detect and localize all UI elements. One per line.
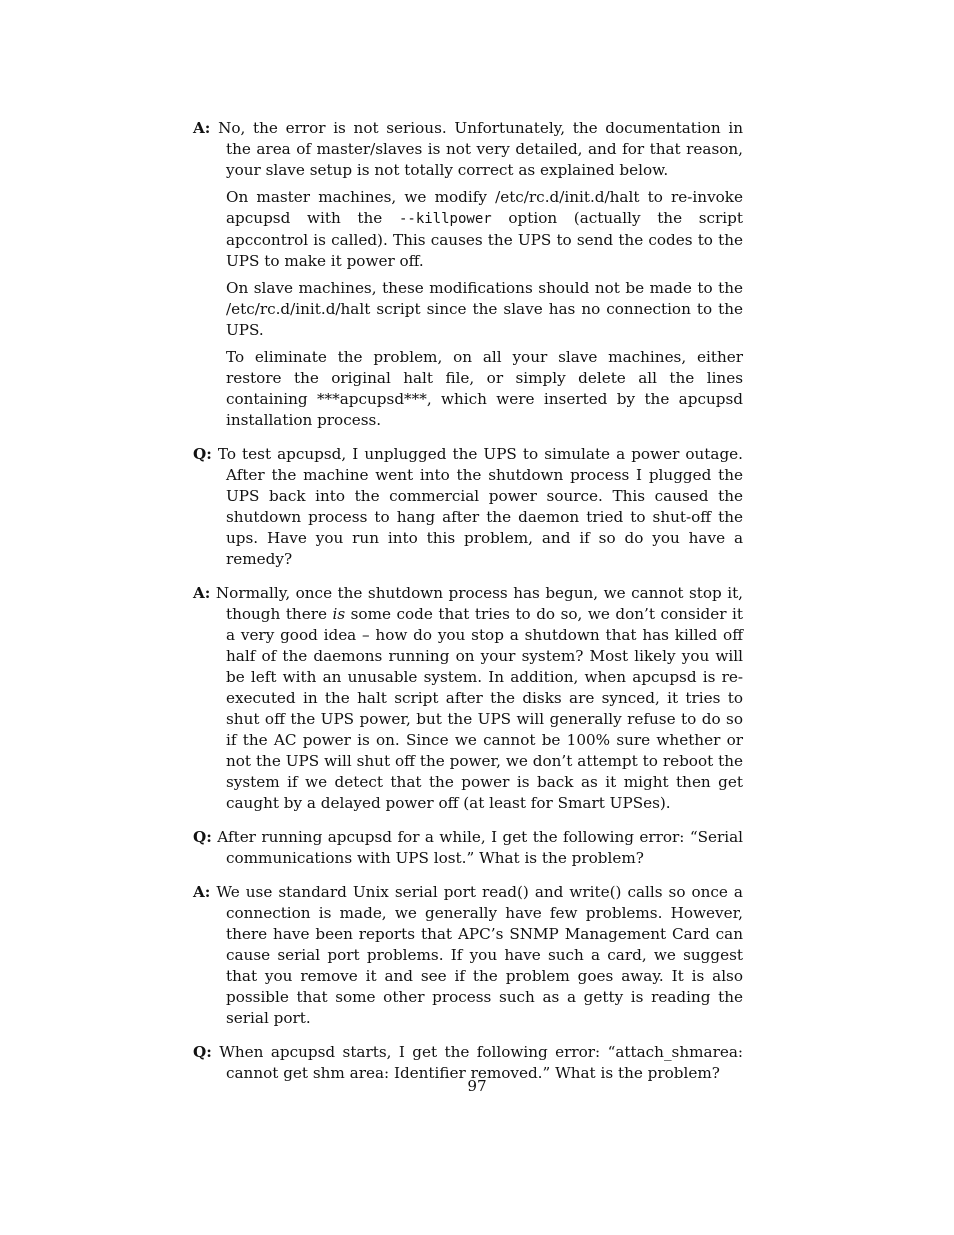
faq-paragraph: [226, 278, 743, 341]
faq-question: [193, 827, 743, 869]
paragraph-text: option (actually the script apccontrol is called). This causes the UPS to send the codes to the UPS to make it power off.: [226, 209, 743, 270]
question-label: Q:: [193, 445, 212, 463]
faq-answer: [193, 118, 743, 431]
document-page: [193, 118, 743, 1097]
question-label: Q:: [193, 1043, 212, 1061]
faq-paragraph: [193, 118, 743, 181]
faq-paragraph: [193, 583, 743, 814]
faq-paragraph: [193, 882, 743, 1029]
answer-label: A:: [193, 119, 211, 137]
paragraph-text: To eliminate the problem, on all your slave machines, either restore the original halt file, or simply delete all the lines containing ***apcupsd***, which were inserted by the apcupsd installation process.: [226, 348, 743, 429]
faq-question: [193, 444, 743, 570]
faq-paragraph: [193, 444, 743, 570]
paragraph-text: When apcupsd starts, I get the following error: “attach_shmarea: cannot get shm area: Identifier removed.” What is the problem?: [219, 1043, 743, 1082]
faq-paragraph: [226, 187, 743, 272]
answer-label: A:: [193, 883, 211, 901]
faq-answer: [193, 583, 743, 814]
answer-label: A:: [193, 584, 211, 602]
paragraph-text: On master machines, we modify /etc/rc.d/init.d/halt to re-invoke apcupsd with the: [226, 188, 743, 227]
paragraph-text: We use standard Unix serial port read() and write() calls so once a connection is made, we generally have few problems. However, there have been reports that APC’s SNMP Management Card can cause serial port problems. If you have such a card, we suggest that you remove it and see if the problem goes away. It is also possible that some other process such as a getty is reading the serial port.: [216, 883, 743, 1027]
paragraph-text: After running apcupsd for a while, I get the following error: “Serial communications with UPS lost.” What is the problem?: [217, 828, 744, 867]
page-number: 97: [467, 1077, 487, 1095]
question-label: Q:: [193, 828, 212, 846]
paragraph-text: On slave machines, these modifications should not be made to the /etc/rc.d/init.d/halt script since the slave has no connection to the UPS.: [226, 279, 743, 339]
faq-paragraph: [226, 347, 743, 431]
paragraph-text: Normally, once the shutdown process has begun, we cannot stop it, though there: [215, 584, 744, 623]
paragraph-text: No, the error is not serious. Unfortunately, the documentation in the area of master/slaves is not very detailed, and for that reason, your slave setup is not totally correct as explained below.: [218, 119, 744, 179]
faq-paragraph: [193, 827, 743, 869]
killpower-option: --killpower: [398, 211, 492, 227]
faq-answer: [193, 882, 743, 1029]
paragraph-text: some code that tries to do so, we don’t consider it a very good idea – how do you stop a shutdown that has killed off half of the daemons running on your system? Most likely you will be left with an unusable system. In addition, when apcupsd is re-executed in the halt script after the disks are synced, it tries to shut off the UPS power, but the UPS will generally refuse to do so if the AC power is on. Since we cannot be 100% sure whether or not the UPS will shut off the power, we don’t attempt to reboot the system if we detect that the power is back as it might then get caught by a delayed power off (at least for Smart UPSes).: [226, 605, 743, 812]
emphasis-text: is: [332, 605, 346, 623]
paragraph-text: To test apcupsd, I unplugged the UPS to simulate a power outage. After the machine went into the shutdown process I plugged the UPS back into the commercial power source. This caused the shutdown process to hang after the daemon tried to shut-off the ups. Have you run into this problem, and if so do you have a remedy?: [217, 445, 744, 568]
